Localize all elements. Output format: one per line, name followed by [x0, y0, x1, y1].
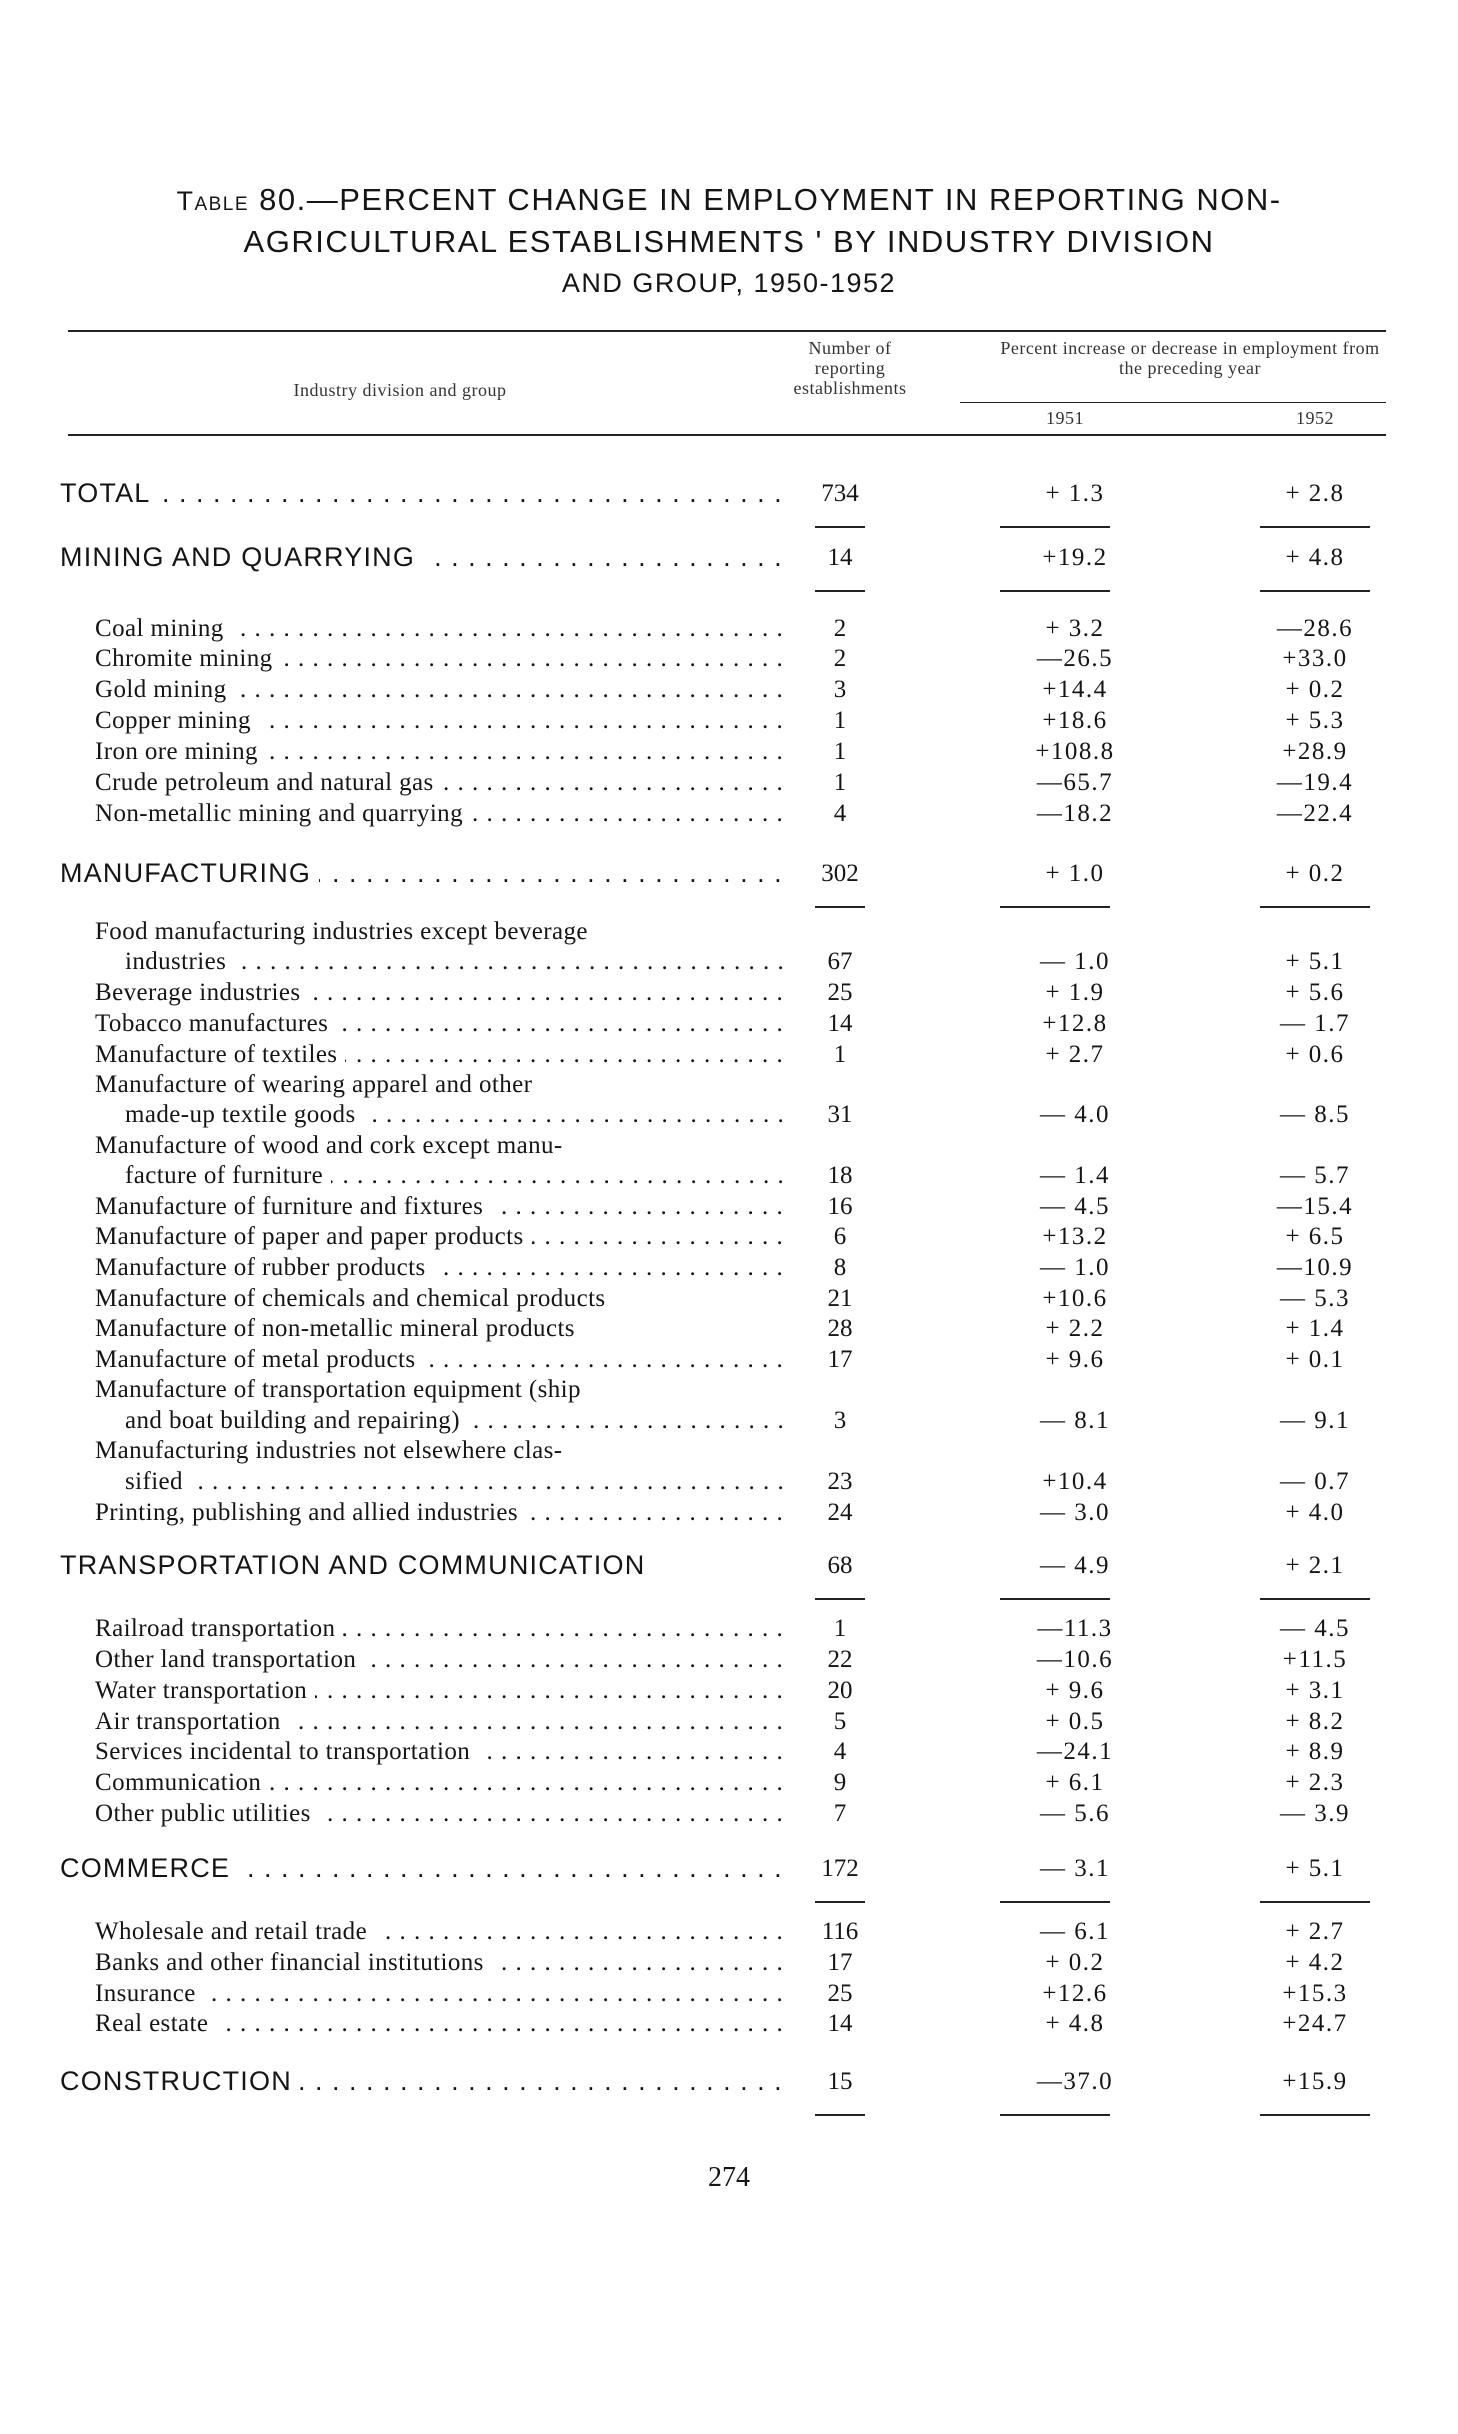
group-label — [95, 1980, 785, 2008]
change-1952-cell: + 8.9 — [1285, 1738, 1345, 1765]
group-label — [125, 1468, 785, 1496]
change-1951-cell: + 9.6 — [1045, 1677, 1105, 1704]
row-label-text: Manufacture of metal products — [95, 1346, 424, 1373]
subtotal-rule — [815, 1901, 865, 1903]
year-1951-header: 1951 — [1046, 408, 1084, 428]
change-1951-cell: —18.2 — [1036, 800, 1114, 827]
row-label-text: Banks and other financial institutions — [95, 1949, 492, 1976]
subtotal-rule — [1000, 1598, 1110, 1600]
establishments-cell: 172 — [821, 1855, 859, 1882]
change-1952-cell: — 4.5 — [1280, 1615, 1350, 1642]
row-label-text: Water transportation — [95, 1677, 315, 1704]
division-label — [60, 2066, 785, 2097]
establishments-cell: 1 — [833, 707, 847, 734]
group-label — [95, 1346, 785, 1374]
table-title-line-2: AGRICULTURAL ESTABLISHMENTS ' BY INDUSTRY DIVISION — [243, 224, 1215, 259]
change-1951-cell: + 4.8 — [1045, 2010, 1105, 2037]
group-label — [95, 1437, 785, 1465]
establishments-cell: 9 — [833, 1769, 847, 1796]
establishments-cell: 28 — [827, 1315, 853, 1342]
table-title-line-1 — [0, 182, 1458, 218]
span-header-rule — [960, 402, 1386, 403]
change-1951-cell: +18.6 — [1042, 707, 1108, 734]
change-1952-cell: — 3.9 — [1280, 1800, 1350, 1827]
change-1952-cell: + 8.2 — [1285, 1708, 1345, 1735]
change-1952-cell: + 4.2 — [1285, 1949, 1345, 1976]
change-1952-cell: + 4.8 — [1285, 544, 1345, 571]
change-1952-cell: — 1.7 — [1280, 1010, 1350, 1037]
row-label-text: Manufacture of transportation equipment (ship — [95, 1376, 589, 1403]
subtotal-rule — [1000, 526, 1110, 528]
subtotal-rule — [1260, 906, 1370, 908]
change-1951-cell: +108.8 — [1035, 738, 1115, 765]
header-top-rule — [68, 330, 1386, 332]
establishments-cell: 3 — [833, 1407, 847, 1434]
establishments-cell: 116 — [821, 1918, 859, 1945]
group-label — [95, 800, 785, 828]
row-label-text: Manufacture of wood and cork except manu- — [95, 1132, 571, 1159]
group-label — [95, 1708, 785, 1736]
row-label-text: Copper mining — [95, 707, 259, 734]
change-1951-cell: — 1.4 — [1040, 1162, 1110, 1189]
establishments-cell: 4 — [833, 800, 847, 827]
change-1952-cell: — 5.3 — [1280, 1285, 1350, 1312]
establishments-cell: 3 — [833, 676, 847, 703]
change-1952-cell: — 0.7 — [1280, 1468, 1350, 1495]
group-label — [95, 1193, 785, 1221]
change-1952-cell: +33.0 — [1282, 645, 1348, 672]
establishments-cell: 1 — [833, 1041, 847, 1068]
change-1951-cell: —65.7 — [1036, 769, 1114, 796]
division-label — [60, 858, 785, 889]
row-label-text: Communication — [95, 1769, 269, 1796]
group-label — [95, 1223, 785, 1251]
establishments-cell: 67 — [827, 948, 853, 975]
group-label — [95, 1132, 785, 1160]
row-label-text: Manufacture of textiles — [95, 1041, 345, 1068]
establishments-cell: 21 — [827, 1285, 853, 1312]
subtotal-rule — [1260, 526, 1370, 528]
page-number: 274 — [708, 2162, 750, 2193]
change-1951-cell: + 2.7 — [1045, 1041, 1105, 1068]
subtotal-rule — [815, 2114, 865, 2116]
stub-header: Industry division and group — [293, 380, 507, 400]
establishments-cell: 17 — [827, 1346, 853, 1373]
establishments-cell: 1 — [833, 1615, 847, 1642]
row-label-text: Other land transportation — [95, 1646, 364, 1673]
change-1951-cell: —11.3 — [1037, 1615, 1113, 1642]
change-1951-cell: + 2.2 — [1045, 1315, 1105, 1342]
subtotal-rule — [815, 1598, 865, 1600]
change-1951-cell: — 6.1 — [1040, 1918, 1110, 1945]
change-1951-cell: +12.6 — [1042, 1980, 1108, 2007]
change-1951-cell: —24.1 — [1036, 1738, 1114, 1765]
establishments-cell: 6 — [833, 1223, 847, 1250]
group-label — [95, 1615, 785, 1643]
row-label-text: Wholesale and retail trade — [95, 1918, 375, 1945]
establishments-header: Number of reporting establishments — [793, 338, 907, 398]
establishments-cell: 14 — [827, 2010, 853, 2037]
group-label — [125, 1407, 785, 1435]
change-1952-cell: + 5.1 — [1285, 1855, 1345, 1882]
group-label — [95, 1800, 785, 1828]
change-1951-cell: + 1.9 — [1045, 979, 1105, 1006]
change-1952-cell: +11.5 — [1282, 1646, 1348, 1673]
group-label — [95, 738, 785, 766]
change-1951-cell: + 0.5 — [1045, 1708, 1105, 1735]
change-1951-cell: — 4.9 — [1040, 1552, 1110, 1579]
row-label-text: COMMERCE — [60, 1853, 238, 1883]
change-1951-cell: + 3.2 — [1045, 615, 1105, 642]
group-label — [95, 1315, 785, 1343]
subtotal-rule — [815, 906, 865, 908]
change-1951-cell: +14.4 — [1042, 676, 1108, 703]
establishments-cell: 734 — [821, 480, 859, 507]
row-label-text: MINING AND QUARRYING — [60, 542, 423, 572]
change-1951-cell: — 1.0 — [1040, 948, 1110, 975]
row-label-text: CONSTRUCTION — [60, 2066, 300, 2096]
change-1952-cell: — 8.5 — [1280, 1101, 1350, 1128]
row-label-text: Non-metallic mining and quarrying — [95, 800, 471, 827]
change-1952-cell: — 9.1 — [1280, 1407, 1350, 1434]
division-label — [60, 542, 785, 573]
header-bottom-rule — [68, 434, 1386, 436]
row-label-text: Insurance — [95, 1980, 204, 2007]
row-label-text: Manufacturing industries not elsewhere clas- — [95, 1437, 570, 1464]
row-label-text: Air transportation — [95, 1708, 289, 1735]
establishments-cell: 8 — [833, 1254, 847, 1281]
row-label-text: MANUFACTURING — [60, 858, 319, 888]
row-label-text: Beverage industries — [95, 979, 308, 1006]
division-label — [60, 1550, 785, 1581]
change-1952-cell: +24.7 — [1282, 2010, 1348, 2037]
subtotal-rule — [815, 590, 865, 592]
establishments-cell: 14 — [827, 544, 853, 571]
subtotal-rule — [1000, 590, 1110, 592]
group-label — [95, 1254, 785, 1282]
subtotal-rule — [1260, 1901, 1370, 1903]
establishments-cell: 68 — [827, 1552, 853, 1579]
change-1952-cell: + 6.5 — [1285, 1223, 1345, 1250]
group-label — [95, 1646, 785, 1674]
change-1951-cell: +10.6 — [1042, 1285, 1108, 1312]
row-label-text: Manufacture of furniture and fixtures — [95, 1193, 491, 1220]
change-1952-cell: + 5.3 — [1285, 707, 1345, 734]
establishments-cell: 14 — [827, 1010, 853, 1037]
subtotal-rule — [1260, 590, 1370, 592]
change-1952-cell: + 5.6 — [1285, 979, 1345, 1006]
establishments-cell: 22 — [827, 1646, 853, 1673]
establishments-cell: 2 — [833, 615, 847, 642]
group-label — [95, 769, 785, 797]
change-1951-cell: — 3.0 — [1040, 1499, 1110, 1526]
percent-change-header: Percent increase or decrease in employment from the preceding year — [1000, 338, 1380, 378]
group-label — [95, 979, 785, 1007]
group-label — [95, 1738, 785, 1766]
row-label-text: Manufacture of chemicals and chemical products — [95, 1285, 614, 1312]
group-label — [95, 918, 785, 946]
change-1952-cell: + 0.2 — [1285, 676, 1345, 703]
establishments-cell: 18 — [827, 1162, 853, 1189]
group-label — [95, 1071, 785, 1099]
establishments-cell: 2 — [833, 645, 847, 672]
change-1951-cell: — 4.5 — [1040, 1193, 1110, 1220]
change-1952-cell: +15.9 — [1282, 2068, 1348, 2095]
table-word: Table — [176, 186, 250, 216]
establishments-cell: 17 — [827, 1949, 853, 1976]
change-1951-cell: + 6.1 — [1045, 1769, 1105, 1796]
row-label-text: Manufacture of non-metallic mineral products — [95, 1315, 583, 1342]
division-label — [60, 478, 785, 509]
group-label — [125, 1162, 785, 1190]
change-1951-cell: — 1.0 — [1040, 1254, 1110, 1281]
change-1951-cell: — 4.0 — [1040, 1101, 1110, 1128]
subtotal-rule — [1000, 906, 1110, 908]
establishments-cell: 7 — [833, 1800, 847, 1827]
change-1952-cell: —10.9 — [1276, 1254, 1354, 1281]
change-1952-cell: + 0.2 — [1285, 860, 1345, 887]
change-1951-cell: —37.0 — [1036, 2068, 1114, 2095]
change-1952-cell: +15.3 — [1282, 1980, 1348, 2007]
change-1952-cell: + 2.8 — [1285, 480, 1345, 507]
row-label-text: Chromite mining — [95, 645, 281, 672]
change-1952-cell: —22.4 — [1276, 800, 1354, 827]
group-label — [95, 707, 785, 735]
change-1952-cell: + 0.1 — [1285, 1346, 1345, 1373]
group-label — [95, 645, 785, 673]
group-label — [95, 1285, 785, 1313]
subtotal-rule — [1260, 2114, 1370, 2116]
change-1952-cell: — 5.7 — [1280, 1162, 1350, 1189]
establishments-cell: 20 — [827, 1677, 853, 1704]
row-label-text: Food manufacturing industries except beverage — [95, 918, 596, 945]
row-label-text: Railroad transportation — [95, 1615, 343, 1642]
row-label-text: Coal mining — [95, 615, 232, 642]
group-label — [95, 1918, 785, 1946]
change-1952-cell: + 4.0 — [1285, 1499, 1345, 1526]
group-label — [95, 1041, 785, 1069]
table-title-text: 80.—PERCENT CHANGE IN EMPLOYMENT IN REPORTING NON- — [259, 182, 1282, 217]
establishments-cell: 15 — [827, 2068, 853, 2095]
group-label — [125, 948, 785, 976]
change-1951-cell: +19.2 — [1042, 544, 1108, 571]
subtotal-rule — [1000, 1901, 1110, 1903]
establishments-cell: 302 — [821, 860, 859, 887]
group-label — [95, 1010, 785, 1038]
change-1952-cell: + 1.4 — [1285, 1315, 1345, 1342]
establishments-cell: 1 — [833, 738, 847, 765]
table-title-line-3: AND GROUP, 1950-1952 — [561, 268, 897, 298]
division-label — [60, 1853, 785, 1884]
change-1952-cell: + 3.1 — [1285, 1677, 1345, 1704]
change-1951-cell: +12.8 — [1042, 1010, 1108, 1037]
change-1951-cell: — 8.1 — [1040, 1407, 1110, 1434]
change-1952-cell: + 2.7 — [1285, 1918, 1345, 1945]
subtotal-rule — [1000, 2114, 1110, 2116]
establishments-cell: 5 — [833, 1708, 847, 1735]
change-1951-cell: —26.5 — [1036, 645, 1114, 672]
group-label — [95, 1499, 785, 1527]
establishments-cell: 25 — [827, 979, 853, 1006]
group-label — [95, 1376, 785, 1404]
group-label — [95, 1949, 785, 1977]
row-label-text: TOTAL — [60, 478, 159, 508]
row-label-text: Other public utilities — [95, 1800, 319, 1827]
row-label-text: sified — [125, 1468, 191, 1495]
change-1951-cell: + 9.6 — [1045, 1346, 1105, 1373]
group-label — [95, 615, 785, 643]
group-label — [95, 1677, 785, 1705]
row-label-text: Services incidental to transportation — [95, 1738, 478, 1765]
row-label-text: made-up textile goods — [125, 1101, 364, 1128]
row-label-text: and boat building and repairing) — [125, 1407, 468, 1434]
change-1951-cell: + 1.0 — [1045, 860, 1105, 887]
establishments-cell: 23 — [827, 1468, 853, 1495]
change-1951-cell: —10.6 — [1036, 1646, 1114, 1673]
establishments-cell: 16 — [827, 1193, 853, 1220]
change-1951-cell: — 3.1 — [1040, 1855, 1110, 1882]
row-label-text: Manufacture of rubber products — [95, 1254, 434, 1281]
row-label-text: Iron ore mining — [95, 738, 266, 765]
group-label — [95, 676, 785, 704]
change-1952-cell: + 2.3 — [1285, 1769, 1345, 1796]
row-label-text: Crude petroleum and natural gas — [95, 769, 442, 796]
change-1952-cell: —15.4 — [1276, 1193, 1354, 1220]
row-label-text: Tobacco manufactures — [95, 1010, 336, 1037]
row-label-text: Printing, publishing and allied industries — [95, 1499, 526, 1526]
establishments-cell: 24 — [827, 1499, 853, 1526]
subtotal-rule — [1260, 1598, 1370, 1600]
row-label-text: facture of furniture — [125, 1162, 331, 1189]
row-label-text: industries — [125, 948, 234, 975]
change-1952-cell: —19.4 — [1276, 769, 1354, 796]
establishments-cell: 31 — [827, 1101, 853, 1128]
change-1951-cell: + 1.3 — [1045, 480, 1105, 507]
subtotal-rule — [815, 526, 865, 528]
row-label-text: Manufacture of paper and paper products — [95, 1223, 532, 1250]
row-label-text: Real estate — [95, 2010, 216, 2037]
change-1951-cell: +13.2 — [1042, 1223, 1108, 1250]
group-label — [125, 1101, 785, 1129]
change-1952-cell: + 0.6 — [1285, 1041, 1345, 1068]
row-label-text: TRANSPORTATION AND COMMUNICATION — [60, 1550, 653, 1580]
row-label-text: Manufacture of wearing apparel and other — [95, 1071, 540, 1098]
change-1951-cell: +10.4 — [1042, 1468, 1108, 1495]
change-1952-cell: + 5.1 — [1285, 948, 1345, 975]
change-1951-cell: + 0.2 — [1045, 1949, 1105, 1976]
change-1952-cell: —28.6 — [1276, 615, 1354, 642]
year-1952-header: 1952 — [1296, 408, 1334, 428]
change-1952-cell: +28.9 — [1282, 738, 1348, 765]
group-label — [95, 2010, 785, 2038]
establishments-cell: 4 — [833, 1738, 847, 1765]
change-1951-cell: — 5.6 — [1040, 1800, 1110, 1827]
row-label-text: Gold mining — [95, 676, 235, 703]
change-1952-cell: + 2.1 — [1285, 1552, 1345, 1579]
establishments-cell: 25 — [827, 1980, 853, 2007]
establishments-cell: 1 — [833, 769, 847, 796]
group-label — [95, 1769, 785, 1797]
